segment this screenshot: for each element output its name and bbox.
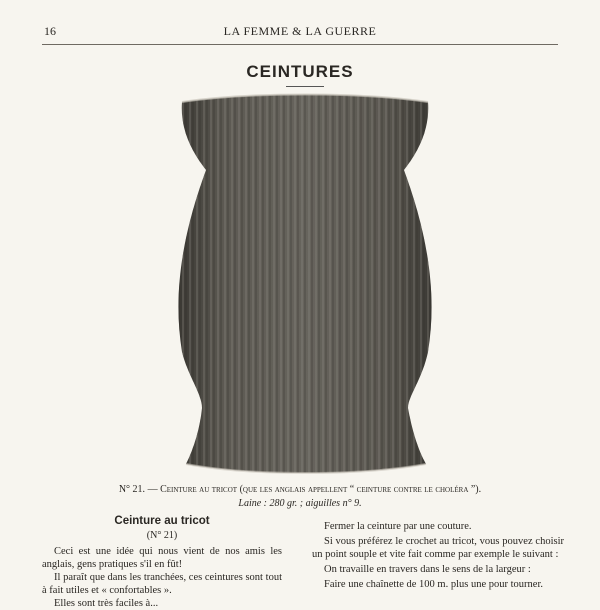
left-paragraph-1: Ceci est une idée qui nous vient de nos amis les anglais, gens pratiques s'il en fût!: [42, 546, 282, 570]
article-title: Ceinture au tricot: [114, 515, 210, 527]
caption-note: (que les anglais appellent “ ceinture contre le choléra ”).: [237, 484, 482, 495]
caption-number: N° 21.: [118, 484, 146, 495]
knitted-belt-illustration: [160, 90, 450, 478]
left-paragraph-3: Elles sont très faciles à...: [54, 598, 159, 609]
page-number: 16: [44, 24, 56, 38]
left-column: [42, 515, 282, 610]
article-number: (N° 21): [146, 530, 178, 541]
right-paragraph-2: Si vous préférez le crochet au tricot, vous pouvez choisir un point souple et vite fait comme par exemple le suivant :: [312, 536, 564, 560]
knitted-belt-figure: [160, 90, 450, 478]
caption-label: — Ceinture au tricot: [145, 484, 238, 495]
left-paragraph-2: Il paraît que dans les tranchées, ces ceintures sont tout à fait utiles et « confortables ».: [42, 572, 282, 596]
right-column: [312, 520, 564, 593]
title-underline: [286, 86, 324, 87]
belt-ribbing-texture: [178, 95, 431, 474]
figure-caption: [0, 483, 600, 511]
right-paragraph-3: On travaille en travers dans le sens de la largeur :: [324, 564, 531, 575]
section-title: CEINTURES: [246, 62, 354, 81]
right-paragraph-1: Fermer la ceinture par une couture.: [324, 521, 472, 532]
running-header: LA FEMME & LA GUERRE: [223, 24, 377, 38]
caption-materials: Laine : 280 gr. ; aiguilles n° 9.: [238, 498, 362, 509]
right-paragraph-4: Faire une chaînette de 100 m. plus une pour tourner.: [324, 579, 543, 590]
header-rule: [42, 44, 558, 45]
